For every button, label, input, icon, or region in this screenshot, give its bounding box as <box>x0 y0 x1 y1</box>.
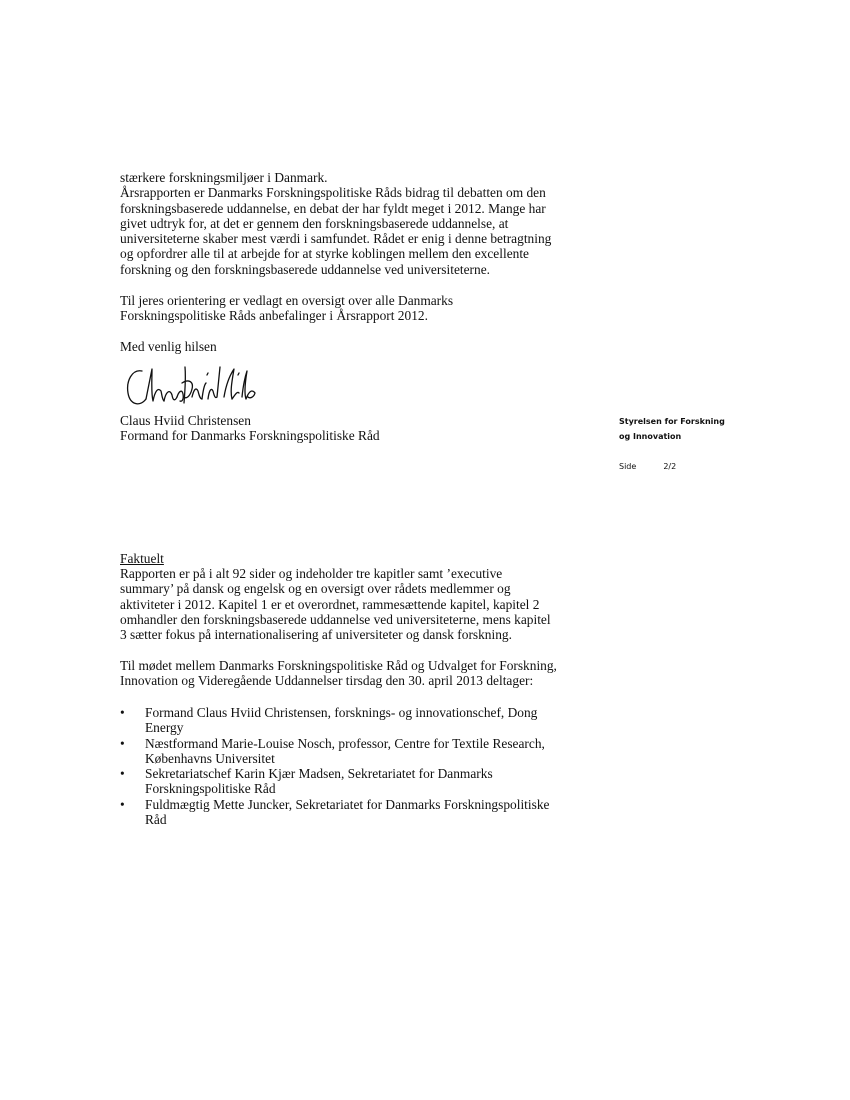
bullet-icon: • <box>120 735 125 751</box>
bullet-icon: • <box>120 705 125 720</box>
participant-text: Sekretariatschef Karin Kjær Madsen, Sekretariatet for Danmarks <box>145 766 493 782</box>
text-line: stærkere forskningsmiljøer i Danmark. <box>120 170 328 185</box>
agency-name-line: Styrelsen for Forskning <box>619 417 725 426</box>
signer-title: Formand for Danmarks Forskningspolitiske Råd <box>120 428 380 444</box>
text-line: forskningsbaserede uddannelse, en debat der har fyldt meget i 2012. Mange har <box>120 200 546 216</box>
handwritten-signature <box>122 361 262 413</box>
attachment-paragraph <box>120 293 590 324</box>
participant-list <box>120 705 590 827</box>
page-number: 2/2 <box>663 462 677 471</box>
text-line: summary’ på dansk og engelsk og en oversigt over rådets medlemmer og <box>120 581 511 597</box>
report-description-paragraph <box>120 566 590 642</box>
text-line: aktiviteter i 2012. Kapitel 1 er et overordnet, rammesættende kapitel, kapitel 2 <box>120 596 540 612</box>
page-indicator <box>619 459 676 474</box>
participant-text: Energy <box>145 720 184 736</box>
text-line: omhandler den forskningsbaserede uddannelse ved universiteterne, mens kapitel <box>120 611 551 627</box>
text-line: Rapporten er på i alt 92 sider og indeholder tre kapitler samt ’executive <box>120 566 503 581</box>
bullet-icon: • <box>120 766 125 782</box>
participant-text: Forskningspolitiske Råd <box>145 781 276 797</box>
participant-text: Fuldmægtig Mette Juncker, Sekretariatet for Danmarks Forskningspolitiske <box>145 796 550 812</box>
list-item <box>120 797 590 828</box>
participant-text: Formand Claus Hviid Christensen, forsknings- og innovationschef, Dong <box>145 705 538 720</box>
bullet-icon: • <box>120 796 125 812</box>
agency-name <box>619 414 725 444</box>
closing-salutation: Med venlig hilsen <box>120 339 217 354</box>
signer-block <box>120 413 590 444</box>
text-line: universiteterne skaber mest værdi i samfundet. Rådet er enig i denne betragtning <box>120 231 552 247</box>
list-item <box>120 736 590 767</box>
list-item <box>120 705 590 736</box>
signer-name: Claus Hviid Christensen <box>120 413 251 428</box>
participant-text: Københavns Universitet <box>145 750 275 766</box>
text-line: forskning og den forskningsbaserede uddannelse ved universiteterne. <box>120 261 490 277</box>
agency-name-line: og Innovation <box>619 432 682 441</box>
text-line: Innovation og Videregående Uddannelser tirsdag den 30. april 2013 deltager: <box>120 673 534 689</box>
text-line: Forskningspolitiske Råds anbefalinger i Årsrapport 2012. <box>120 308 428 324</box>
text-line: og opfordrer alle til at arbejde for at styrke koblingen mellem den excellente <box>120 246 529 262</box>
text-line: Årsrapporten er Danmarks Forskningspolitiske Råds bidrag til debatten om den <box>120 185 546 201</box>
letter-intro-paragraph <box>120 170 590 277</box>
text-line: givet udtryk for, at det er gennem den forskningsbaserede uddannelse, at <box>120 215 509 231</box>
page-label: Side <box>619 462 637 471</box>
list-item <box>120 766 590 797</box>
text-line: Til jeres orientering er vedlagt en oversigt over alle Danmarks <box>120 293 454 308</box>
text-line: Til mødet mellem Danmarks Forskningspolitiske Råd og Udvalget for Forskning, <box>120 658 557 673</box>
section-heading: Faktuelt <box>120 551 164 566</box>
text-line: 3 sætter fokus på internationalisering af universiteter og dansk forskning. <box>120 627 512 643</box>
participant-text: Råd <box>145 812 167 828</box>
participant-text: Næstformand Marie-Louise Nosch, professor, Centre for Textile Research, <box>145 735 545 751</box>
meeting-paragraph <box>120 658 590 689</box>
